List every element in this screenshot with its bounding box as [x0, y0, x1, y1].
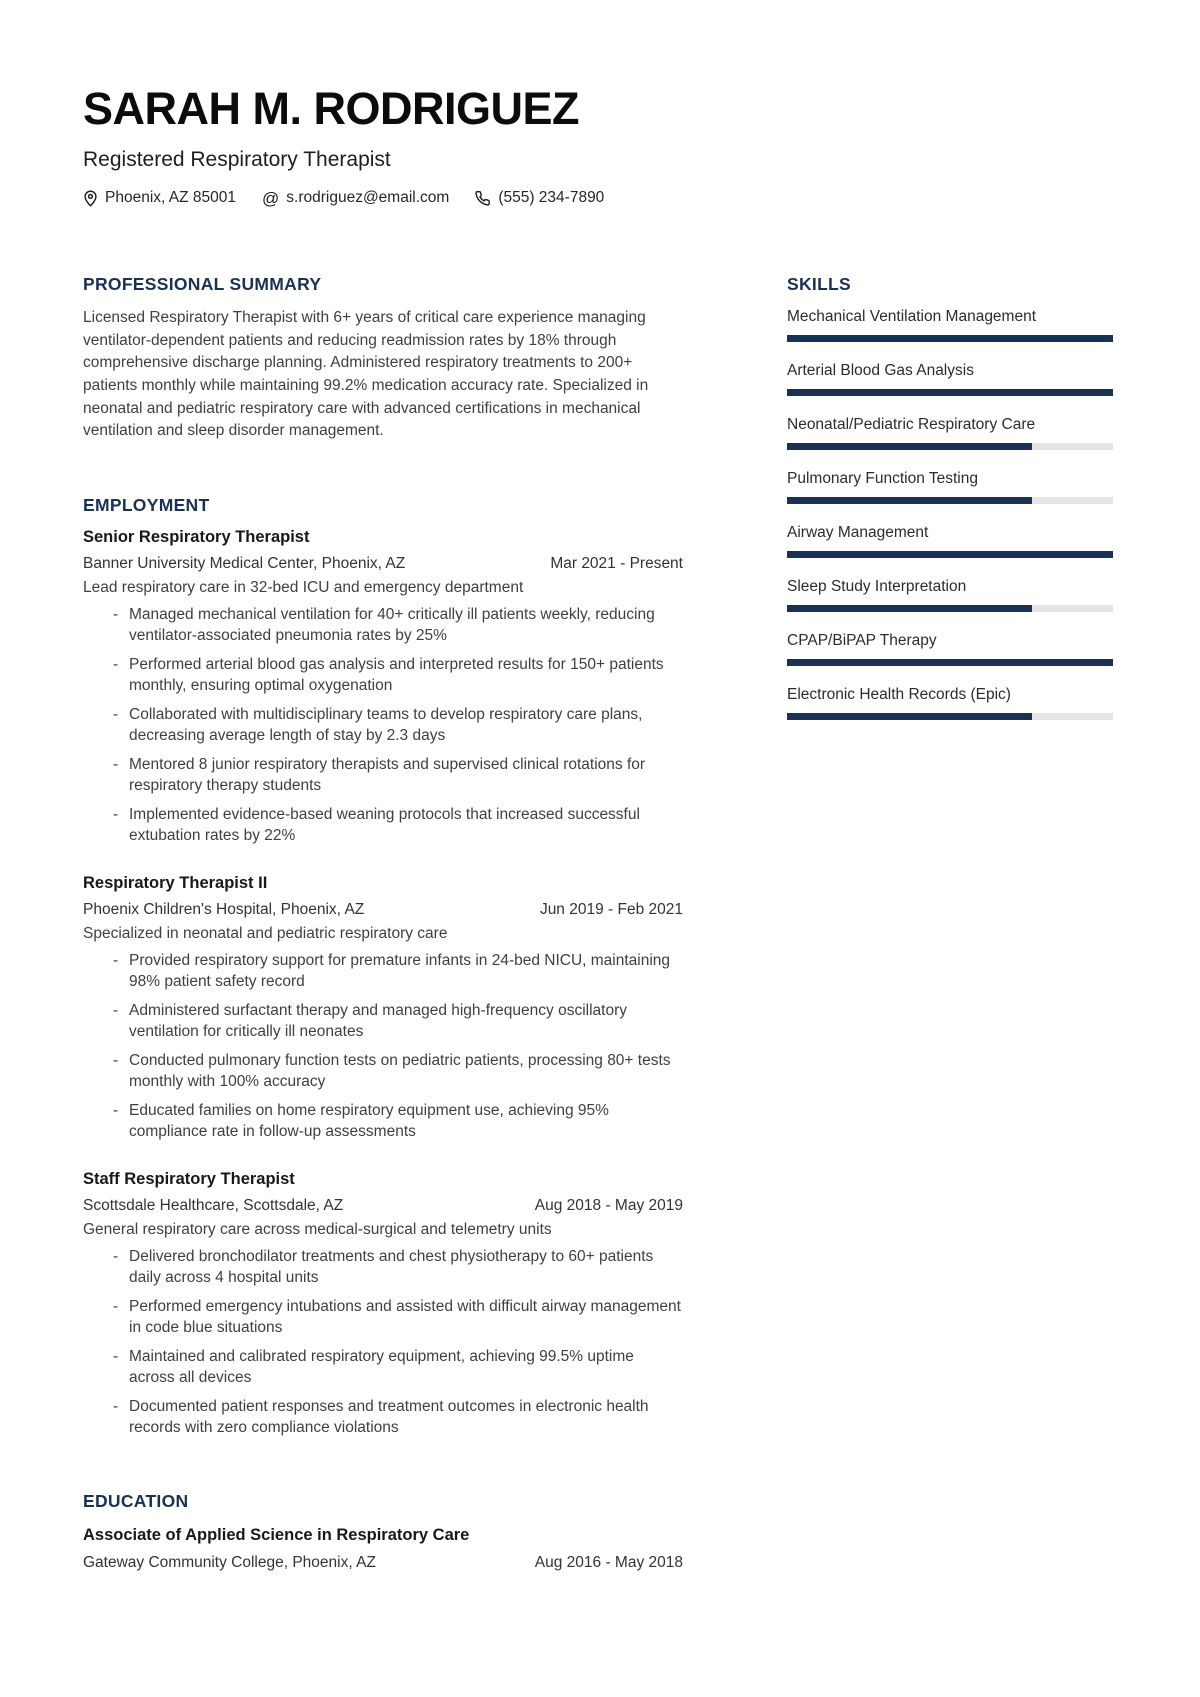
contact-row — [83, 188, 1113, 208]
bullet-text: Collaborated with multidisciplinary teams to develop respiratory care plans, decreasing average length of stay by 2.3 days — [129, 705, 643, 745]
education-heading: EDUCATION — [83, 1490, 189, 1511]
jobs-list — [83, 527, 683, 1439]
skill-item — [787, 415, 1113, 450]
bullet-text: Performed emergency intubations and assisted with difficult airway management in code blue situations — [129, 1297, 681, 1337]
skill-bar-fill — [787, 443, 1032, 450]
bullet-text: Administered surfactant therapy and managed high-frequency oscillatory ventilation for critically ill neonates — [129, 1001, 627, 1041]
summary-section — [83, 274, 683, 443]
bullet-item — [113, 804, 683, 847]
bullet-item — [113, 1050, 683, 1093]
job-description: Lead respiratory care in 32-bed ICU and emergency department — [83, 578, 524, 596]
skill-item — [787, 307, 1113, 342]
job-description: Specialized in neonatal and pediatric respiratory care — [83, 924, 448, 942]
job-title: Senior Respiratory Therapist — [83, 527, 310, 546]
job-description: General respiratory care across medical-surgical and telemetry units — [83, 1220, 552, 1238]
bullet-dash: - — [113, 1051, 119, 1069]
skill-label: Arterial Blood Gas Analysis — [787, 362, 974, 380]
skill-item — [787, 631, 1113, 666]
person-name: SARAH M. RODRIGUEZ — [83, 83, 579, 134]
contact-email-text: s.rodriguez@email.com — [286, 189, 450, 207]
job-bullets — [83, 604, 683, 847]
skills-section — [787, 274, 1113, 720]
skill-bar-track — [787, 389, 1113, 396]
job-company: Scottsdale Healthcare, Scottsdale, AZ — [83, 1196, 344, 1214]
job-entry — [83, 873, 683, 1143]
bullet-item — [113, 1100, 683, 1143]
skill-item — [787, 577, 1113, 612]
bullet-text: Educated families on home respiratory equipment use, achieving 95% compliance rate in follow-up assessments — [129, 1101, 609, 1141]
phone-icon — [475, 190, 491, 206]
skill-item — [787, 685, 1113, 720]
bullet-item — [113, 1396, 683, 1439]
bullet-dash: - — [113, 1297, 119, 1315]
skill-bar-fill — [787, 605, 1032, 612]
job-meta — [83, 899, 683, 920]
skill-label: Airway Management — [787, 524, 929, 542]
bullet-text: Implemented evidence-based weaning protocols that increased successful extubation rates by 22% — [129, 805, 640, 845]
education-degree: Associate of Applied Science in Respiratory Care — [83, 1525, 470, 1544]
contact-location — [83, 188, 236, 208]
skill-item — [787, 361, 1113, 396]
skill-item — [787, 523, 1113, 558]
at-sign-icon: @ — [262, 188, 280, 208]
bullet-dash: - — [113, 1347, 119, 1365]
bullet-item — [113, 950, 683, 993]
resume-header — [83, 83, 1113, 208]
bullet-dash: - — [113, 1001, 119, 1019]
contact-location-text: Phoenix, AZ 85001 — [105, 189, 236, 207]
skill-bar-track — [787, 659, 1113, 666]
bullet-item — [113, 704, 683, 747]
bullet-text: Performed arterial blood gas analysis and interpreted results for 150+ patients monthly, ensuring optimal oxygenation — [129, 655, 664, 695]
bullet-item — [113, 604, 683, 647]
skill-bar-track — [787, 605, 1113, 612]
skill-bar-track — [787, 443, 1113, 450]
job-entry — [83, 1169, 683, 1439]
skill-bar-fill — [787, 551, 1113, 558]
skill-bar-fill — [787, 389, 1113, 396]
bullet-dash: - — [113, 755, 119, 773]
skill-bar-track — [787, 335, 1113, 342]
bullet-item — [113, 654, 683, 697]
job-meta — [83, 553, 683, 574]
skill-label: Sleep Study Interpretation — [787, 578, 967, 596]
person-title: Registered Respiratory Therapist — [83, 148, 391, 171]
contact-phone — [475, 188, 604, 208]
bullet-text: Provided respiratory support for premature infants in 24-bed NICU, maintaining 98% patient safety record — [129, 951, 671, 991]
left-column — [83, 274, 683, 1573]
education-school: Gateway Community College, Phoenix, AZ — [83, 1553, 376, 1571]
bullet-text: Documented patient responses and treatment outcomes in electronic health records with zero compliance violations — [129, 1397, 649, 1437]
bullet-text: Conducted pulmonary function tests on pediatric patients, processing 80+ tests monthly with 100% accuracy — [129, 1051, 671, 1091]
bullet-dash: - — [113, 1101, 119, 1119]
bullet-text: Delivered bronchodilator treatments and chest physiotherapy to 60+ patients daily across 4 hospital units — [129, 1247, 654, 1287]
bullet-dash: - — [113, 1397, 119, 1415]
education-section — [83, 1491, 683, 1573]
education-meta — [83, 1552, 683, 1573]
skill-label: Electronic Health Records (Epic) — [787, 686, 1011, 704]
bullet-item — [113, 1346, 683, 1389]
bullet-dash: - — [113, 655, 119, 673]
job-bullets — [83, 1246, 683, 1439]
education-dates: Aug 2016 - May 2018 — [534, 1553, 683, 1571]
summary-body: Licensed Respiratory Therapist with 6+ years of critical care experience managing ventilator-dependent patients and reducing readmission rates by 18% through comprehensive discharge planning. Administered respiratory treatments to 200+ patients monthly while maintaining 99.2% medication accuracy rate. Specialized in neonatal and pediatric respiratory care with advanced certifications in mechanical ventilation and sleep disorder management. — [83, 309, 649, 440]
right-column — [787, 274, 1113, 1573]
contact-phone-text: (555) 234-7890 — [498, 189, 605, 207]
bullet-item — [113, 1000, 683, 1043]
bullet-item — [113, 754, 683, 797]
skill-item — [787, 469, 1113, 504]
bullet-dash: - — [113, 951, 119, 969]
job-company: Phoenix Children's Hospital, Phoenix, AZ — [83, 900, 365, 918]
skill-bar-track — [787, 551, 1113, 558]
skill-bar-track — [787, 497, 1113, 504]
contact-email — [262, 188, 449, 208]
bullet-text: Mentored 8 junior respiratory therapists and supervised clinical rotations for respiratory therapy students — [129, 755, 646, 795]
columns — [83, 274, 1113, 1573]
bullet-item — [113, 1296, 683, 1339]
bullet-dash: - — [113, 705, 119, 723]
bullet-text: Managed mechanical ventilation for 40+ critically ill patients weekly, reducing ventilator-associated pneumonia rates by 25% — [129, 605, 655, 645]
job-entry — [83, 527, 683, 847]
job-dates: Jun 2019 - Feb 2021 — [539, 900, 683, 918]
bullet-dash: - — [113, 805, 119, 823]
bullet-item — [113, 1246, 683, 1289]
skill-bar-fill — [787, 497, 1032, 504]
job-company: Banner University Medical Center, Phoenix, AZ — [83, 554, 406, 572]
skill-bar-fill — [787, 659, 1113, 666]
bullet-text: Maintained and calibrated respiratory equipment, achieving 99.5% uptime across all devices — [129, 1347, 634, 1387]
employment-heading: EMPLOYMENT — [83, 494, 210, 515]
skill-label: CPAP/BiPAP Therapy — [787, 632, 937, 650]
skill-bar-fill — [787, 335, 1113, 342]
skill-bar-track — [787, 713, 1113, 720]
job-dates: Aug 2018 - May 2019 — [534, 1196, 683, 1214]
skills-heading: SKILLS — [787, 274, 852, 295]
summary-heading: PROFESSIONAL SUMMARY — [83, 274, 322, 295]
education-entry — [83, 1525, 683, 1573]
location-pin-icon — [83, 190, 98, 207]
skills-list — [787, 307, 1113, 720]
job-bullets — [83, 950, 683, 1143]
skill-label: Mechanical Ventilation Management — [787, 308, 1037, 326]
job-meta — [83, 1195, 683, 1216]
bullet-dash: - — [113, 605, 119, 623]
job-dates: Mar 2021 - Present — [550, 554, 683, 572]
job-title: Respiratory Therapist II — [83, 873, 268, 892]
skill-label: Pulmonary Function Testing — [787, 470, 978, 488]
bullet-dash: - — [113, 1247, 119, 1265]
employment-section — [83, 495, 683, 1439]
job-title: Staff Respiratory Therapist — [83, 1169, 295, 1188]
skill-bar-fill — [787, 713, 1032, 720]
skill-label: Neonatal/Pediatric Respiratory Care — [787, 416, 1036, 434]
